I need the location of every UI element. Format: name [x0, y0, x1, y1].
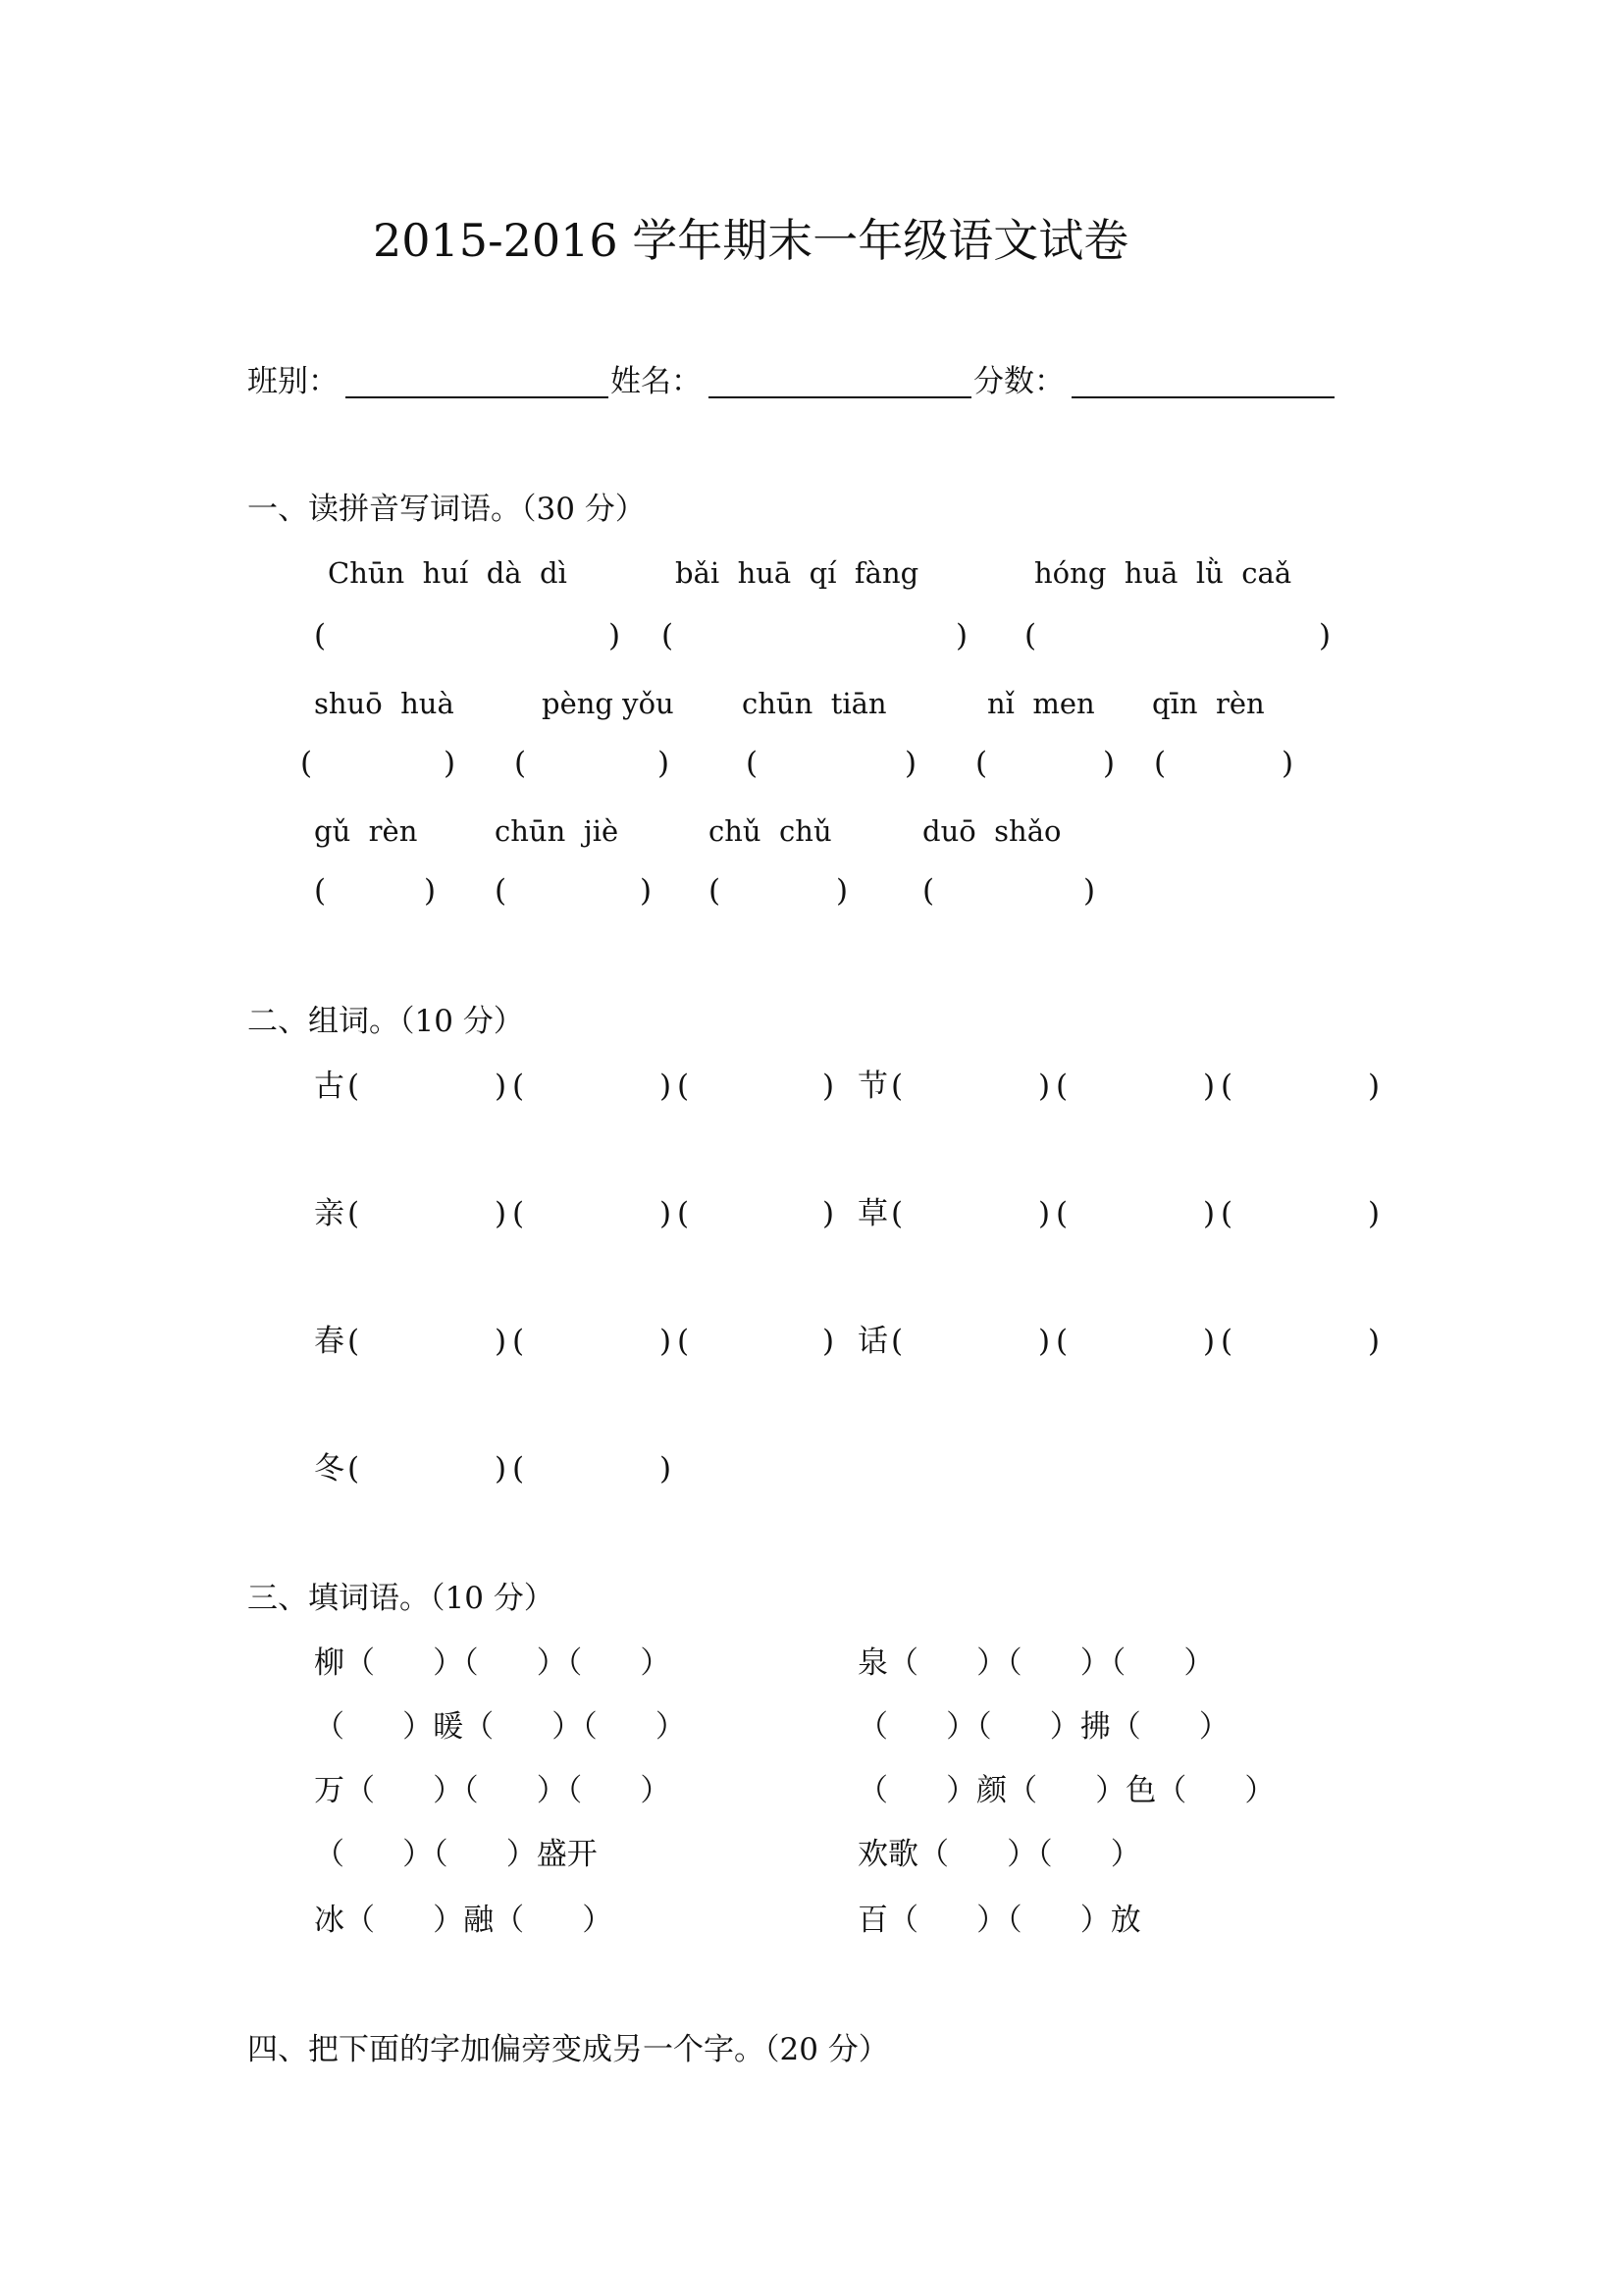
answer-close-8: ): [1282, 746, 1294, 781]
word-open: (: [1221, 1196, 1233, 1231]
answer-close-9: ): [424, 873, 437, 909]
word-open: (: [1056, 1324, 1069, 1359]
word-open: (: [891, 1196, 904, 1231]
word-close: ): [495, 1196, 507, 1231]
word-close: ): [1368, 1196, 1381, 1231]
score-field[interactable]: [1072, 396, 1335, 398]
word-close: ): [659, 1451, 672, 1487]
answer-close-11: ): [836, 873, 849, 909]
answer-open-5: (: [514, 746, 527, 781]
char-qin: 亲: [314, 1196, 344, 1231]
fill-right-3: （ ）颜（ ）色（ ）: [858, 1773, 1276, 1808]
char-jie: 节: [858, 1069, 888, 1104]
section-2-heading: 二、组词。（10 分）: [247, 1004, 524, 1039]
pinyin-12: duō shǎo: [922, 814, 1062, 848]
word-open: (: [1221, 1324, 1233, 1359]
class-field[interactable]: [345, 396, 608, 398]
word-open: (: [347, 1196, 360, 1231]
word-close: ): [822, 1196, 835, 1231]
answer-open-11: (: [708, 873, 721, 909]
answer-open-1: (: [314, 618, 327, 653]
word-close: ): [1368, 1324, 1381, 1359]
word-close: ): [822, 1069, 835, 1104]
char-gu: 古: [314, 1069, 344, 1104]
answer-open-2: (: [661, 618, 674, 653]
fill-left-2: （ ）暖（ ）（ ）: [314, 1709, 686, 1745]
score-label: 分数：: [973, 364, 1065, 399]
word-close: ): [1038, 1324, 1051, 1359]
pinyin-11: chǔ chǔ: [708, 814, 832, 848]
word-open: (: [677, 1196, 690, 1231]
fill-right-5: 百（ ）（ ）放: [858, 1903, 1141, 1938]
class-label: 班别：: [247, 364, 339, 399]
fill-right-1: 泉（ ）（ ）（ ）: [858, 1645, 1215, 1681]
word-close: ): [659, 1069, 672, 1104]
word-open: (: [891, 1324, 904, 1359]
pinyin-10: chūn jiè: [495, 814, 619, 848]
fill-left-5: 冰（ ）融（ ）: [314, 1903, 613, 1938]
word-close: ): [822, 1324, 835, 1359]
word-open: (: [347, 1451, 360, 1487]
char-hua: 话: [858, 1324, 888, 1359]
word-open: (: [512, 1451, 525, 1487]
fill-right-4: 欢歌（ ）（ ）: [858, 1837, 1141, 1872]
word-close: ): [1038, 1196, 1051, 1231]
word-close: ): [1203, 1069, 1216, 1104]
pinyin-9: gǔ rèn: [314, 814, 418, 848]
word-open: (: [347, 1069, 360, 1104]
word-open: (: [677, 1324, 690, 1359]
word-close: ): [1038, 1069, 1051, 1104]
word-open: (: [347, 1324, 360, 1359]
word-close: ): [659, 1196, 672, 1231]
answer-close-2: ): [956, 618, 969, 653]
answer-open-9: (: [314, 873, 327, 909]
word-close: ): [495, 1069, 507, 1104]
answer-close-12: ): [1083, 873, 1096, 909]
answer-close-3: ): [1319, 618, 1332, 653]
word-open: (: [891, 1069, 904, 1104]
word-open: (: [512, 1196, 525, 1231]
word-open: (: [677, 1069, 690, 1104]
answer-open-8: (: [1154, 746, 1167, 781]
answer-close-1: ): [608, 618, 621, 653]
word-open: (: [1056, 1196, 1069, 1231]
answer-open-6: (: [746, 746, 759, 781]
pinyin-8: qīn rèn: [1152, 687, 1265, 720]
word-close: ): [495, 1451, 507, 1487]
fill-left-3: 万（ ）（ ）（ ）: [314, 1773, 671, 1808]
word-close: ): [495, 1324, 507, 1359]
page-title: 2015-2016 学年期末一年级语文试卷: [373, 214, 1129, 267]
char-dong: 冬: [314, 1451, 344, 1487]
word-open: (: [512, 1069, 525, 1104]
section-1-heading: 一、读拼音写词语。（30 分）: [247, 492, 646, 527]
fill-left-1: 柳（ ）（ ）（ ）: [314, 1645, 671, 1681]
pinyin-2: bǎi huā qí fàng: [675, 556, 919, 590]
section-4-heading: 四、把下面的字加偏旁变成另一个字。（20 分）: [247, 2032, 889, 2067]
answer-close-6: ): [905, 746, 917, 781]
word-close: ): [1203, 1196, 1216, 1231]
answer-open-12: (: [922, 873, 935, 909]
answer-open-3: (: [1024, 618, 1037, 653]
pinyin-7: nǐ men: [987, 687, 1095, 720]
section-3-heading: 三、填词语。（10 分）: [247, 1581, 554, 1616]
word-open: (: [1056, 1069, 1069, 1104]
word-open: (: [512, 1324, 525, 1359]
pinyin-5: pèng yǒu: [542, 687, 674, 720]
answer-close-5: ): [657, 746, 670, 781]
name-field[interactable]: [708, 396, 971, 398]
answer-open-7: (: [975, 746, 988, 781]
name-label: 姓名：: [610, 364, 702, 399]
pinyin-3: hóng huā lǜ caǎ: [1034, 556, 1292, 590]
word-close: ): [1203, 1324, 1216, 1359]
fill-left-4: （ ）（ ）盛开: [314, 1837, 598, 1872]
word-close: ): [1368, 1069, 1381, 1104]
answer-close-4: ): [444, 746, 456, 781]
answer-open-10: (: [495, 873, 507, 909]
word-close: ): [659, 1324, 672, 1359]
pinyin-6: chūn tiān: [742, 687, 887, 720]
word-open: (: [1221, 1069, 1233, 1104]
fill-right-2: （ ）（ ）拂（ ）: [858, 1709, 1230, 1745]
char-chun: 春: [314, 1324, 344, 1359]
answer-open-4: (: [300, 746, 313, 781]
answer-close-7: ): [1103, 746, 1116, 781]
pinyin-1: Chūn huí dà dì: [328, 556, 567, 590]
answer-close-10: ): [640, 873, 653, 909]
char-cao: 草: [858, 1196, 888, 1231]
pinyin-4: shuō huà: [314, 687, 454, 720]
